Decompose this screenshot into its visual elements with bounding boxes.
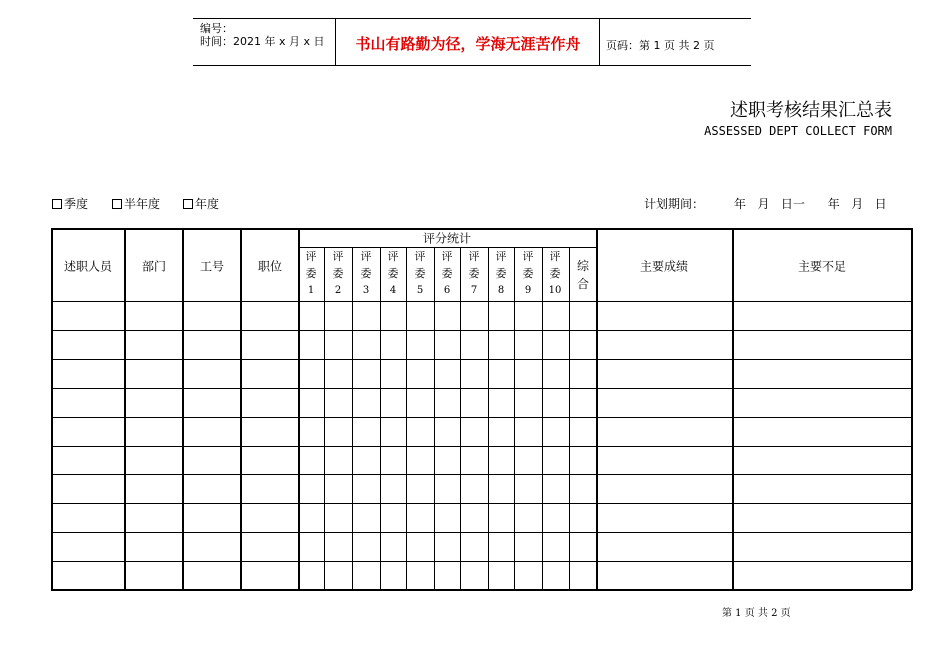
col-judge-char: 评 <box>360 250 372 263</box>
table-rule <box>51 301 912 302</box>
col-judge-number: 2 <box>334 285 342 296</box>
table-row-rule <box>51 446 912 447</box>
col-judge <box>380 248 406 299</box>
col-judge-char: 委 <box>468 267 480 280</box>
col-judge-number: 4 <box>389 285 397 296</box>
col-judge-char: 委 <box>332 267 344 280</box>
col-judge-number: 1 <box>307 285 315 296</box>
col-judge-char: 评 <box>522 250 534 263</box>
header-top-rule <box>193 18 751 19</box>
plan-period-label: 计划期间： <box>644 197 705 211</box>
table-column-rule <box>182 228 184 590</box>
col-score-stats: 评分统计 <box>422 231 472 246</box>
option-year[interactable] <box>183 195 219 212</box>
motto: 书山有路勤为径，学海无涯苦作舟 <box>355 35 581 53</box>
col-employee-id: 工号 <box>199 259 225 274</box>
col-judge-char: 委 <box>360 267 372 280</box>
col-judge <box>488 248 514 299</box>
table-border <box>51 228 53 590</box>
col-position: 职位 <box>257 259 283 274</box>
table-row-rule <box>51 503 912 504</box>
col-judge-char: 委 <box>522 267 534 280</box>
col-judge-number: 10 <box>548 285 562 296</box>
col-judge-char: 评 <box>305 250 317 263</box>
table-row-rule <box>51 561 912 562</box>
table-border <box>51 228 912 230</box>
col-judge-char: 评 <box>387 250 399 263</box>
col-judge <box>461 248 487 299</box>
table-column-rule <box>124 228 126 590</box>
col-shortcomings: 主要不足 <box>797 259 847 274</box>
form-title: 述职考核结果汇总表 <box>730 100 892 121</box>
form-title-english: ASSESSED DEPT COLLECT FORM <box>704 124 892 138</box>
table-row-rule <box>51 388 912 389</box>
checkbox-icon[interactable] <box>52 199 62 209</box>
col-judge <box>298 248 324 299</box>
table-row-rule <box>51 474 912 475</box>
checkbox-icon[interactable] <box>183 199 193 209</box>
col-judge-char: 委 <box>305 267 317 280</box>
checkbox-icon[interactable] <box>112 199 122 209</box>
col-judge <box>353 248 379 299</box>
col-summary <box>570 257 596 293</box>
header-page-info: 页码：第 1 页 共 2 页 <box>606 39 715 52</box>
option-year-label: 年度 <box>195 197 220 211</box>
col-judge <box>325 248 351 299</box>
col-judge-number: 7 <box>470 285 478 296</box>
col-judge-number: 6 <box>443 285 451 296</box>
page-footer: 第 1 页 共 2 页 <box>722 608 791 619</box>
option-quarter[interactable] <box>52 195 88 212</box>
col-judge-number: 8 <box>497 285 505 296</box>
time-label: 时间：2021 年 x 月 x 日 <box>200 35 325 48</box>
col-judge-number: 5 <box>416 285 424 296</box>
col-judge-char: 评 <box>468 250 480 263</box>
plan-period-value: 年 月 日一 年 月 日 <box>734 197 887 211</box>
col-judge-number: 3 <box>362 285 370 296</box>
col-judge-char: 委 <box>549 267 561 280</box>
table-row-rule <box>51 359 912 360</box>
serial-label: 编号： <box>200 22 233 35</box>
table-column-rule <box>569 247 570 590</box>
table-column-rule <box>732 228 734 590</box>
col-judge-char: 评 <box>441 250 453 263</box>
table-column-rule <box>240 228 242 590</box>
col-judge-char: 评 <box>414 250 426 263</box>
col-judge-char: 委 <box>387 267 399 280</box>
document-header <box>193 18 751 66</box>
col-summary-char: 综 <box>576 259 589 273</box>
col-judge <box>434 248 460 299</box>
table-row-rule <box>51 330 912 331</box>
col-judge-number: 9 <box>524 285 532 296</box>
col-judge-char: 委 <box>495 267 507 280</box>
plan-period <box>644 195 887 212</box>
option-half-year-label: 半年度 <box>124 197 161 211</box>
table-row-rule <box>51 417 912 418</box>
col-achievements: 主要成绩 <box>639 259 689 274</box>
col-judge-char: 评 <box>332 250 344 263</box>
col-judge <box>407 248 433 299</box>
table-border <box>51 589 912 591</box>
col-judge <box>515 248 541 299</box>
col-summary-char: 合 <box>576 277 589 291</box>
col-department: 部门 <box>141 259 167 274</box>
header-bottom-rule <box>193 65 751 66</box>
col-person: 述职人员 <box>63 259 113 274</box>
col-judge-char: 委 <box>441 267 453 280</box>
table-column-rule <box>596 228 598 590</box>
option-half-year[interactable] <box>112 195 160 212</box>
col-judge <box>542 248 568 299</box>
col-judge-char: 评 <box>495 250 507 263</box>
table-row-rule <box>51 532 912 533</box>
col-judge-char: 委 <box>414 267 426 280</box>
col-judge-char: 评 <box>549 250 561 263</box>
option-quarter-label: 季度 <box>64 197 89 211</box>
table-border <box>911 228 913 590</box>
